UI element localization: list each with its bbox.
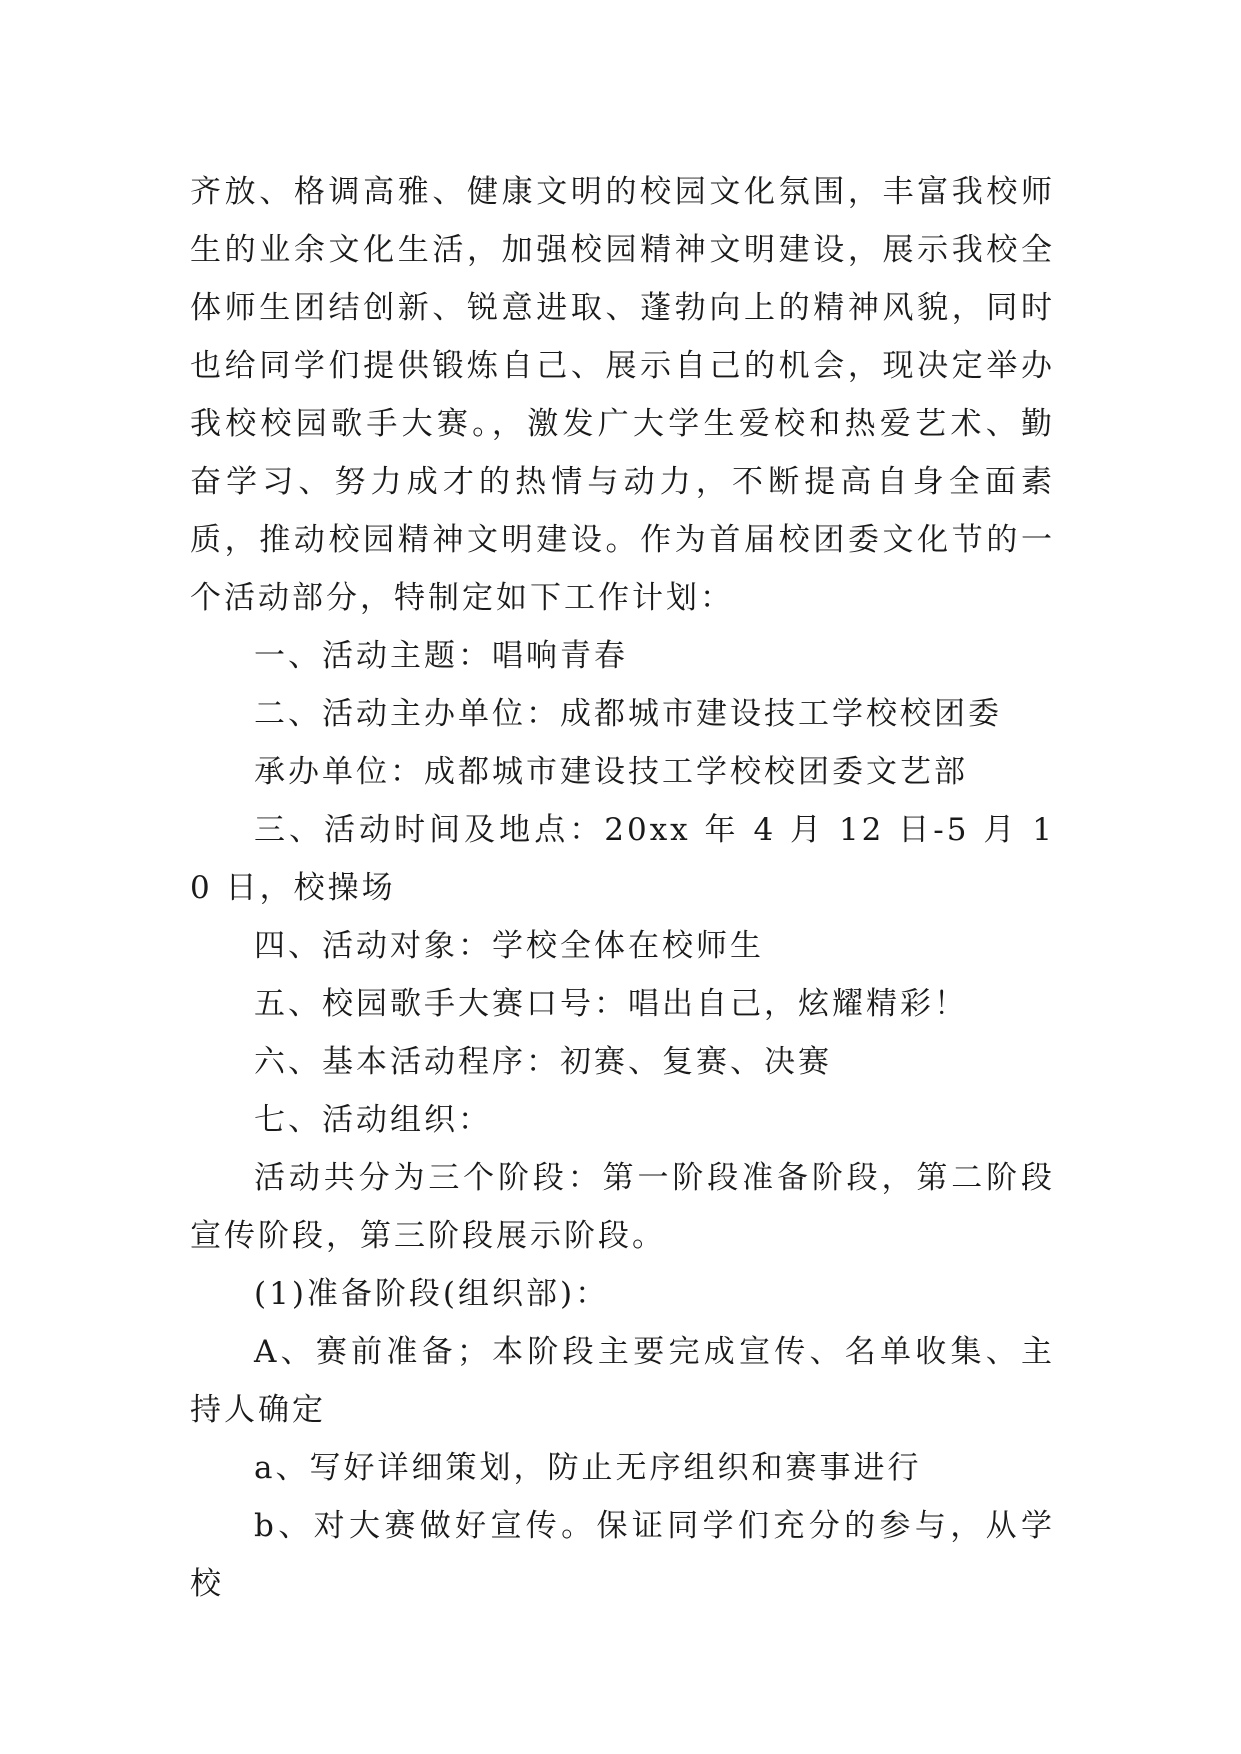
paragraph-time-location: 三、活动时间及地点：20xx 年 4 月 12 日-5 月 10 日，校操场 xyxy=(190,812,1055,906)
paragraph-participants: 四、活动对象：学校全体在校师生 xyxy=(254,928,764,964)
paragraph-stages: 活动共分为三个阶段：第一阶段准备阶段，第二阶段宣传阶段，第三阶段展示阶段。 xyxy=(190,1160,1055,1254)
paragraph-organizer: 二、活动主办单位：成都城市建设技工学校校团委 xyxy=(254,696,1002,732)
paragraph-preparation-stage: (1)准备阶段(组织部)： xyxy=(254,1276,610,1312)
paragraph-item-b: b、对大赛做好宣传。保证同学们充分的参与，从学校 xyxy=(190,1508,1055,1602)
paragraph-activity-theme: 一、活动主题：唱响青春 xyxy=(254,638,628,674)
document-body xyxy=(190,163,1055,1613)
paragraph-slogan: 五、校园歌手大赛口号：唱出自己，炫耀精彩！ xyxy=(254,986,968,1022)
paragraph-intro: 齐放、格调高雅、健康文明的校园文化氛围，丰富我校师生的业余文化生活，加强校园精神文明建设，展示我校全体师生团结创新、锐意进取、蓬勃向上的精神风貌，同时也给同学们提供锻炼自己、展示自己的机会，现决定举办我校校园歌手大赛。，激发广大学生爱校和热爱艺术、勤奋学习、努力成才的热情与动力，不断提高自身全面素质，推动校园精神文明建设。作为首届校团委文化节的一个活动部分，特制定如下工作计划： xyxy=(190,174,1055,616)
paragraph-item-a: a、写好详细策划，防止无序组织和赛事进行 xyxy=(254,1450,922,1486)
paragraph-pre-contest: A、赛前准备；本阶段主要完成宣传、名单收集、主持人确定 xyxy=(190,1334,1055,1428)
paragraph-host-unit: 承办单位：成都城市建设技工学校校团委文艺部 xyxy=(254,754,968,790)
paragraph-procedure: 六、基本活动程序：初赛、复赛、决赛 xyxy=(254,1044,832,1080)
paragraph-organization-heading: 七、活动组织： xyxy=(254,1102,492,1138)
